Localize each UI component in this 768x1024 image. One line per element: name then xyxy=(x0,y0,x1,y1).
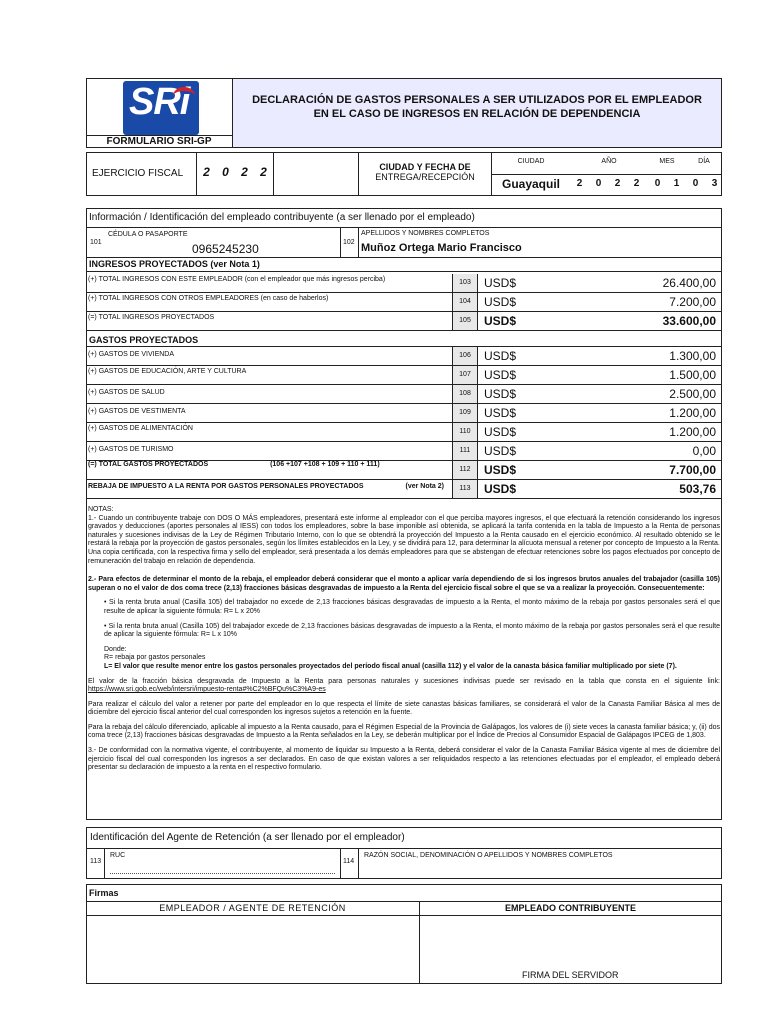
income-row-value[interactable]: 33.600,00 xyxy=(662,314,716,328)
expense-row-currency: USD$ xyxy=(484,387,517,401)
expense-row-label: (+) GASTOS DE SALUD xyxy=(88,389,165,396)
id-value[interactable]: 0965245230 xyxy=(192,242,259,256)
notes-title: NOTAS: xyxy=(88,506,114,513)
expense-row-value[interactable]: 1.200,00 xyxy=(669,425,716,439)
expense-row-currency: USD$ xyxy=(484,463,517,477)
note-r-def: R= rebaja por gastos personales xyxy=(104,654,206,662)
month-digits xyxy=(648,178,686,189)
note-calc: Para realizar el cálculo del valor a retener por parte del empleador en lo que respecta el límite de siete canastas básicas familiares, se considerará el valor de la Canasta Familiar Básica al mes de diciembre del ejercicio fiscal anterior del cual corresponden los ingresos sujetos a retención en la fuente. xyxy=(88,700,720,717)
expense-row-code: 107 xyxy=(452,366,478,384)
employer-signature-header: EMPLEADOR / AGENTE DE RETENCIÓN xyxy=(159,903,346,913)
month-digit: 0 xyxy=(654,178,661,189)
divider xyxy=(104,848,105,879)
income-row-label: (+) TOTAL INGRESOS CON OTROS EMPLEADORES (en caso de haberlos) xyxy=(88,295,329,302)
income-row xyxy=(86,274,722,293)
logo-swoosh-icon xyxy=(173,87,195,105)
expense-row-label: (+) GASTOS DE EDUCACIÓN, ARTE Y CULTURA xyxy=(88,368,247,375)
day-digits xyxy=(686,178,724,189)
expense-row-value[interactable]: 7.700,00 xyxy=(669,463,716,477)
city-header: CIUDAD xyxy=(517,158,545,165)
ruc-code: 113 xyxy=(90,858,102,865)
divider xyxy=(358,848,359,879)
divider xyxy=(86,271,722,272)
date-divider xyxy=(492,174,722,175)
name-label: APELLIDOS Y NOMBRES COMPLETOS xyxy=(361,230,490,237)
expense-row-value[interactable]: 503,76 xyxy=(679,482,716,496)
notes-block xyxy=(88,506,720,777)
expense-row-currency: USD$ xyxy=(484,349,517,363)
income-row-value[interactable]: 7.200,00 xyxy=(669,295,716,309)
year-digit: 2 xyxy=(633,178,640,189)
tax-rebate-row xyxy=(86,480,722,499)
year-digit: 2 xyxy=(576,178,583,189)
place-date-label-2: ENTREGA/RECEPCIÓN xyxy=(375,172,475,182)
expense-row-value[interactable]: 1.200,00 xyxy=(669,406,716,420)
expense-row-label xyxy=(88,461,448,469)
expense-total-label: (=) TOTAL GASTOS PROYECTADOS xyxy=(88,461,209,468)
day-digit: 3 xyxy=(711,178,718,189)
rebate-row-label xyxy=(88,483,448,491)
month-header: MES xyxy=(659,158,675,165)
employee-signature-header: EMPLEADO CONTRIBUYENTE xyxy=(504,903,636,913)
expense-row xyxy=(86,347,722,366)
year-digit: 0 xyxy=(595,178,602,189)
agent-section-title: Identificación del Agente de Retención (a ser llenado por el empleador) xyxy=(90,832,405,843)
city-value: Guayaquil xyxy=(501,177,560,191)
expense-row xyxy=(86,423,722,442)
place-date-cell xyxy=(358,152,492,196)
note-link[interactable]: https://www.sri.gob.ec/web/intersri/impuesto-renta#%C2%BFQu%C3%A9-es xyxy=(88,686,326,694)
expense-row-label: (+) GASTOS DE ALIMENTACIÓN xyxy=(88,425,193,432)
rebate-label: REBAJA DE IMPUESTO A LA RENTA POR GASTOS PERSONALES PROYECTADOS xyxy=(88,483,364,490)
note-3: 3.- De conformidad con la normativa vigente, el contribuyente, al momento de liquidar su Impuesto a la Renta, deberá considerar el valor de la Canasta Familiar Básica vigente al mes de diciembre del ejercicio fiscal del cual corresponden los ingresos a ser declarados. En caso de que existan valores a ser reliquidados respecto a las retenciones efectuadas por el empleador, el empleado deberá presentar su declaración de impuesto a la renta en el respectivo formulario. xyxy=(88,747,720,772)
ruc-label: RUC xyxy=(110,852,126,859)
divider xyxy=(86,227,722,228)
expense-row-value[interactable]: 0,00 xyxy=(692,444,716,458)
signatures-title: Firmas xyxy=(89,888,119,898)
year-digit: 2 xyxy=(614,178,621,189)
note-fraction xyxy=(88,678,720,695)
logo-text: SRi xyxy=(129,81,190,123)
note-l-def: L= El valor que resulte menor entre los gastos personales proyectados del período fiscal anual (casilla 112) y el valor de la canasta básica familiar multiplicado por siete (7). xyxy=(104,662,677,670)
expense-row xyxy=(86,442,722,461)
expense-row-currency: USD$ xyxy=(484,406,517,420)
note-donde: Donde: xyxy=(104,645,127,653)
note-2: 2.- Para efectos de determinar el monto de la rebaja, el empleador deberá considerar que el monto a aplicar varía dependiendo de si los ingresos brutos anuales del trabajador (casilla 105) superan o no el valor de dos coma trece (2,13) fracciones básicas desgravadas de impuesto a la Renta del ejercicio fiscal sobre el que se va a realizar la proyección. Consecuentemente: xyxy=(88,576,720,592)
day-digit: 0 xyxy=(692,178,699,189)
expense-row-currency: USD$ xyxy=(484,425,517,439)
income-row-currency: USD$ xyxy=(484,276,517,290)
expense-total-row xyxy=(86,461,722,480)
expense-row-label: (+) GASTOS DE TURISMO xyxy=(88,446,174,453)
fiscal-year-digits xyxy=(196,152,274,196)
note-1: 1.- Cuando un contribuyente trabaje con DOS O MÁS empleadores, presentará este informe al empleador con el que perciba mayores ingresos, el que efectuará la retención considerando los ingresos gravados y deducciones (aportes personales al IESS) con todos los empleadores, sobre la base imponible así obtenida, se aplicará la tarifa contenida en la tabla de Impuesto a la Renta de personas naturales y sucesiones indivisas de la Ley de Régimen Tributario Interno, con lo que se obtendrá la proyección del Impuesto a la Renta causado en el ejercicio económico. Al resultado obtenido se le restará la rebaja por la proyección de gastos personales, según los límites establecidos en la Ley, y se dividirá para 12, para determinar la alícuota mensual a retener por concepto de Impuesto a la Renta. xyxy=(88,514,720,548)
month-digit: 1 xyxy=(673,178,680,189)
expense-row-label: (+) GASTOS DE VESTIMENTA xyxy=(88,408,186,415)
agent-name-label: RAZÓN SOCIAL, DENOMINACIÓN O APELLIDOS Y NOMBRES COMPLETOS xyxy=(364,852,613,859)
day-header: DÍA xyxy=(698,158,710,165)
id-label: CÉDULA O PASAPORTE xyxy=(108,231,188,238)
note-1b: Una copia certificada, con la respectiva firma y sello del empleador, será presentada a los demás empleadores para que se abstengan de efectuar retenciones sobre los pagos efectuados por concepto de remuneración del trabajo en relación de dependencia. xyxy=(88,548,720,565)
employer-signature-area[interactable] xyxy=(87,916,418,983)
divider xyxy=(86,257,722,258)
employee-sign-label: FIRMA DEL SERVIDOR xyxy=(522,970,619,980)
income-row-currency: USD$ xyxy=(484,295,517,309)
year-digits xyxy=(570,178,646,189)
income-row xyxy=(86,293,722,312)
expense-row-code: 109 xyxy=(452,404,478,422)
agent-name-code: 114 xyxy=(343,858,355,865)
income-section-title: INGRESOS PROYECTADOS (ver Nota 1) xyxy=(89,259,260,269)
place-date-label-1: CIUDAD Y FECHA DE xyxy=(379,162,471,172)
expense-row-value[interactable]: 1.300,00 xyxy=(669,349,716,363)
expense-row xyxy=(86,366,722,385)
expense-row-currency: USD$ xyxy=(484,444,517,458)
id-code: 101 xyxy=(90,239,102,246)
expense-row-currency: USD$ xyxy=(484,368,517,382)
fiscal-year-label: EJERCICIO FISCAL xyxy=(92,168,184,179)
expense-total-formula: (106 +107 +108 + 109 + 110 + 111) xyxy=(270,461,380,468)
fiscal-digit: 2 xyxy=(203,165,210,179)
divider xyxy=(358,227,359,257)
income-row-label: (+) TOTAL INGRESOS CON ESTE EMPLEADOR (con el empleador que más ingresos perciba) xyxy=(88,276,386,283)
divider xyxy=(86,901,722,902)
expense-row-label: (+) GASTOS DE VIVIENDA xyxy=(88,351,175,358)
expense-row-code: 111 xyxy=(452,442,478,460)
expense-row-value[interactable]: 2.500,00 xyxy=(669,387,716,401)
fiscal-digit: 2 xyxy=(260,165,267,179)
expense-row-code: 108 xyxy=(452,385,478,403)
ruc-input[interactable] xyxy=(110,862,335,876)
expense-row-currency: USD$ xyxy=(484,482,517,496)
employee-section-title: Información / Identificación del empleado contribuyente (a ser llenado por el empleado) xyxy=(89,212,475,223)
note-galapagos: Para la rebaja del cálculo diferenciado, aplicable al impuesto a la Renta causado, para el Régimen Especial de la Provincia de Galápagos, los valores de (i) siete veces la canasta familiar básica; y, (ii) dos coma trece (2,13) fracciones básicas desgravadas de Impuesto a la Renta señalados en la Ley, se deberán multiplicar por el Índice de Precios al Consumidor Espacial de Galápagos IPCEG de 1,803. xyxy=(88,723,720,740)
note-2-bullet-2: • Si la renta bruta anual (Casilla 105) del trabajador excede de 2,13 fracciones básicas desgravadas de impuesto a la Renta, el monto máximo de la rebaja por gastos personales será el que resulte de aplicar la siguiente fórmula: R= L x 10% xyxy=(104,622,720,639)
expense-row-code: 113 xyxy=(452,480,478,498)
note-2-bullet-1: • Si la renta bruta anual (Casilla 105) del trabajador no excede de 2,13 fracciones básicas desgravadas de impuesto a la Renta, el monto máximo de la rebaja por gastos personales será el que resulte de aplicar la siguiente fórmula: R= L x 20% xyxy=(104,599,720,615)
logo-tagline: ...le hace bien al país! xyxy=(126,125,196,132)
page-title-text: DECLARACIÓN DE GASTOS PERSONALES A SER UTILIZADOS POR EL EMPLEADOR EN EL CASO DE INGRESOS EN RELACIÓN DE DEPENDENCIA xyxy=(252,94,702,120)
divider xyxy=(86,848,722,849)
agent-name-input[interactable] xyxy=(364,862,716,876)
income-row-currency: USD$ xyxy=(484,314,517,328)
expenses-section-title: GASTOS PROYECTADOS xyxy=(89,335,199,345)
income-row-value[interactable]: 26.400,00 xyxy=(662,276,716,290)
rebate-note: (ver Nota 2) xyxy=(405,483,444,490)
expense-row-code: 112 xyxy=(452,461,478,479)
expense-row-code: 110 xyxy=(452,423,478,441)
income-row-code: 104 xyxy=(452,293,478,311)
name-value[interactable]: Muñoz Ortega Mario Francisco xyxy=(361,242,522,254)
expense-row xyxy=(86,404,722,423)
expense-row-code: 106 xyxy=(452,347,478,365)
page-title xyxy=(232,79,721,147)
income-row-code: 103 xyxy=(452,274,478,292)
note-fraction-text: El valor de la fracción básica desgravada de Impuesto a la Renta para personas naturales y sucesiones indivisas puede ser revisado en la tabla que consta en el siguiente link: xyxy=(88,677,720,685)
year-header: AÑO xyxy=(601,158,617,165)
income-total-row xyxy=(86,312,722,331)
income-row-code: 105 xyxy=(452,312,478,330)
fiscal-digit: 0 xyxy=(222,165,229,179)
name-code: 102 xyxy=(343,239,355,246)
expense-row-value[interactable]: 1.500,00 xyxy=(669,368,716,382)
form-label: FORMULARIO SRI-GP xyxy=(86,135,232,147)
income-row-label: (=) TOTAL INGRESOS PROYECTADOS xyxy=(88,314,215,321)
divider xyxy=(340,848,341,879)
expense-row xyxy=(86,385,722,404)
fiscal-digit: 2 xyxy=(241,165,248,179)
divider xyxy=(340,227,341,257)
